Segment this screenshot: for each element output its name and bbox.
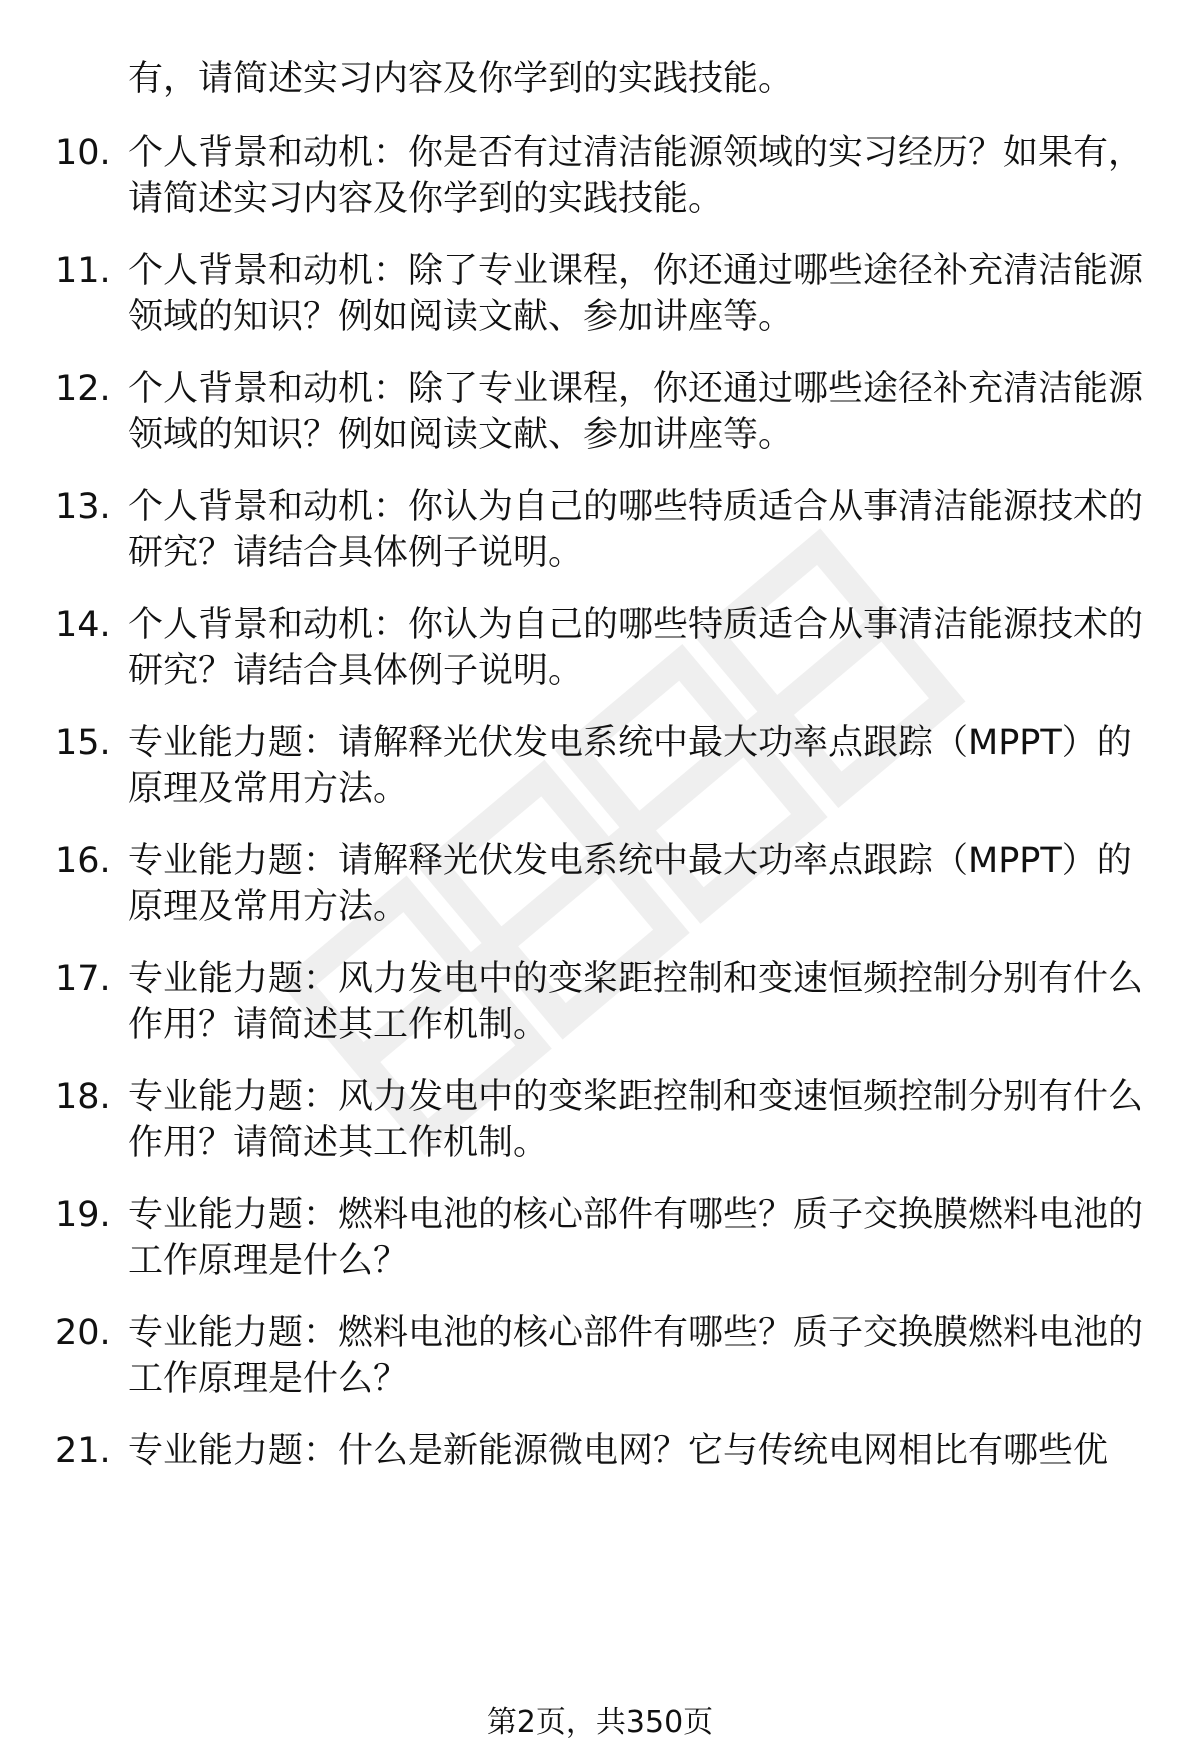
item-number: 17. <box>55 959 111 999</box>
item-number: 18. <box>55 1077 111 1117</box>
item-number: 15. <box>55 723 111 763</box>
item-text: 专业能力题：请解释光伏发电系统中最大功率点跟踪（MPPT）的原理及常用方法。 <box>128 723 1132 809</box>
item-number: 16. <box>55 841 111 881</box>
item-text: 专业能力题：什么是新能源微电网？它与传统电网相比有哪些优 <box>128 1431 1109 1471</box>
item-number: 14. <box>55 605 111 645</box>
item-number: 13. <box>55 487 111 527</box>
page-number-footer: 第2页，共350页 <box>486 1705 714 1740</box>
item-text: 专业能力题：燃料电池的核心部件有哪些？质子交换膜燃料电池的工作原理是什么？ <box>128 1195 1144 1281</box>
item-text: 专业能力题：燃料电池的核心部件有哪些？质子交换膜燃料电池的工作原理是什么？ <box>128 1313 1144 1399</box>
item-text: 专业能力题：风力发电中的变桨距控制和变速恒频控制分别有什么作用？请简述其工作机制。 <box>128 959 1144 1045</box>
item-text: 个人背景和动机：除了专业课程，你还通过哪些途径补充清洁能源领域的知识？例如阅读文献、参加讲座等。 <box>128 369 1144 455</box>
item-number: 20. <box>55 1313 111 1353</box>
item-number: 12. <box>55 369 111 409</box>
item-number: 21. <box>55 1431 111 1471</box>
item-number: 11. <box>55 251 111 291</box>
item-text: 个人背景和动机：你认为自己的哪些特质适合从事清洁能源技术的研究？请结合具体例子说明。 <box>128 487 1144 573</box>
item-number: 19. <box>55 1195 111 1235</box>
item-text: 个人背景和动机：你认为自己的哪些特质适合从事清洁能源技术的研究？请结合具体例子说明。 <box>128 605 1144 691</box>
item-text: 专业能力题：请解释光伏发电系统中最大功率点跟踪（MPPT）的原理及常用方法。 <box>128 841 1132 927</box>
item-text: 专业能力题：风力发电中的变桨距控制和变速恒频控制分别有什么作用？请简述其工作机制。 <box>128 1077 1144 1163</box>
item-number: 10. <box>55 133 111 173</box>
item-text: 个人背景和动机：除了专业课程，你还通过哪些途径补充清洁能源领域的知识？例如阅读文献、参加讲座等。 <box>128 251 1144 337</box>
continuation-line: 有，请简述实习内容及你学到的实践技能。 <box>128 59 794 99</box>
item-text: 个人背景和动机：你是否有过清洁能源领域的实习经历？如果有，请简述实习内容及你学到的实践技能。 <box>128 133 1144 219</box>
